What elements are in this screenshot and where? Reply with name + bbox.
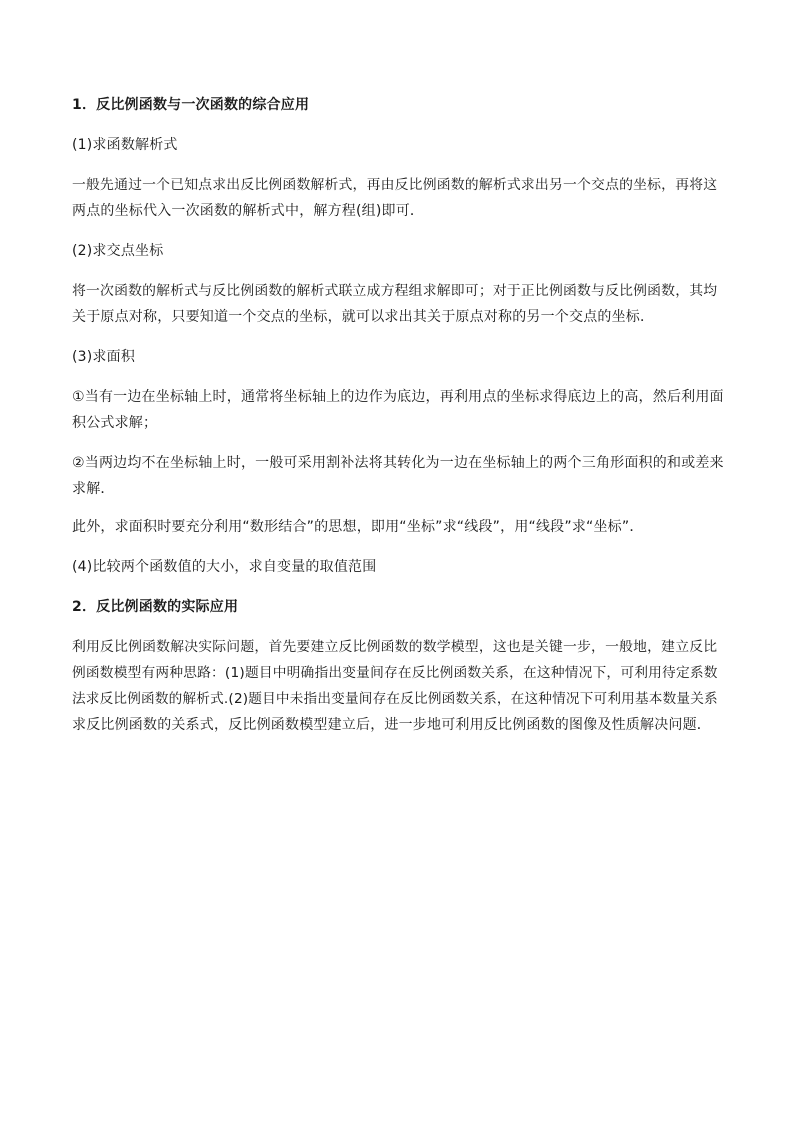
paragraph-line: 将一次函数的解析式与反比例函数的解析式联立成方程组求解即可；对于正比例函数与反比例函数，其均 — [72, 283, 718, 299]
paragraph-2 — [72, 278, 724, 330]
paragraph-line: ②当两边均不在坐标轴上时，一般可采用割补法将其转化为一边在坐标轴上的两个三角形面积的和或差来 — [72, 455, 724, 471]
paragraph-line: 法求反比例函数的解析式.(2)题目中未指出变量间存在反比例函数关系，在这种情况下可利用基本数量关系 — [72, 691, 718, 707]
section-2-heading: 2．反比例函数的实际应用 — [72, 599, 239, 615]
subsection-3-title: (3)求面积 — [72, 349, 136, 365]
paragraph-line: ①当有一边在坐标轴上时，通常将坐标轴上的边作为底边，再利用点的坐标求得底边上的高，然后利用面 — [72, 389, 724, 405]
paragraph-6 — [72, 634, 724, 738]
paragraph-line: 利用反比例函数解决实际问题，首先要建立反比例函数的数学模型，这也是关键一步，一般地，建立反比 — [72, 639, 718, 655]
subsection-1-title: (1)求函数解析式 — [72, 137, 178, 153]
paragraph-line: 关于原点对称，只要知道一个交点的坐标，就可以求出其关于原点对称的另一个交点的坐标． — [72, 309, 655, 325]
paragraph-1 — [72, 172, 724, 224]
paragraph-line: 一般先通过一个已知点求出反比例函数解析式，再由反比例函数的解析式求出另一个交点的坐标，再将这 — [72, 177, 718, 193]
subsection-2-title: (2)求交点坐标 — [72, 243, 164, 259]
document-page — [72, 92, 724, 738]
paragraph-4 — [72, 450, 724, 502]
paragraph-line: 求解． — [72, 481, 115, 497]
paragraph-line: 例函数模型有两种思路：(1)题目中明确指出变量间存在反比例函数关系，在这种情况下，可利用待定系数 — [72, 665, 718, 681]
paragraph-line: 积公式求解； — [72, 415, 158, 431]
paragraph-5: 此外，求面积时要充分利用“数形结合”的思想，即用“坐标”求“线段”，用“线段”求“坐标”． — [72, 519, 644, 535]
section-1-heading: 1．反比例函数与一次函数的综合应用 — [72, 97, 310, 113]
subsection-4-title: (4)比较两个函数值的大小，求自变量的取值范围 — [72, 559, 377, 575]
paragraph-line: 求反比例函数的关系式，反比例函数模型建立后，进一步地可利用反比例函数的图像及性质解决问题． — [72, 717, 711, 733]
paragraph-3 — [72, 384, 724, 436]
paragraph-line: 两点的坐标代入一次函数的解析式中，解方程(组)即可． — [72, 203, 425, 219]
